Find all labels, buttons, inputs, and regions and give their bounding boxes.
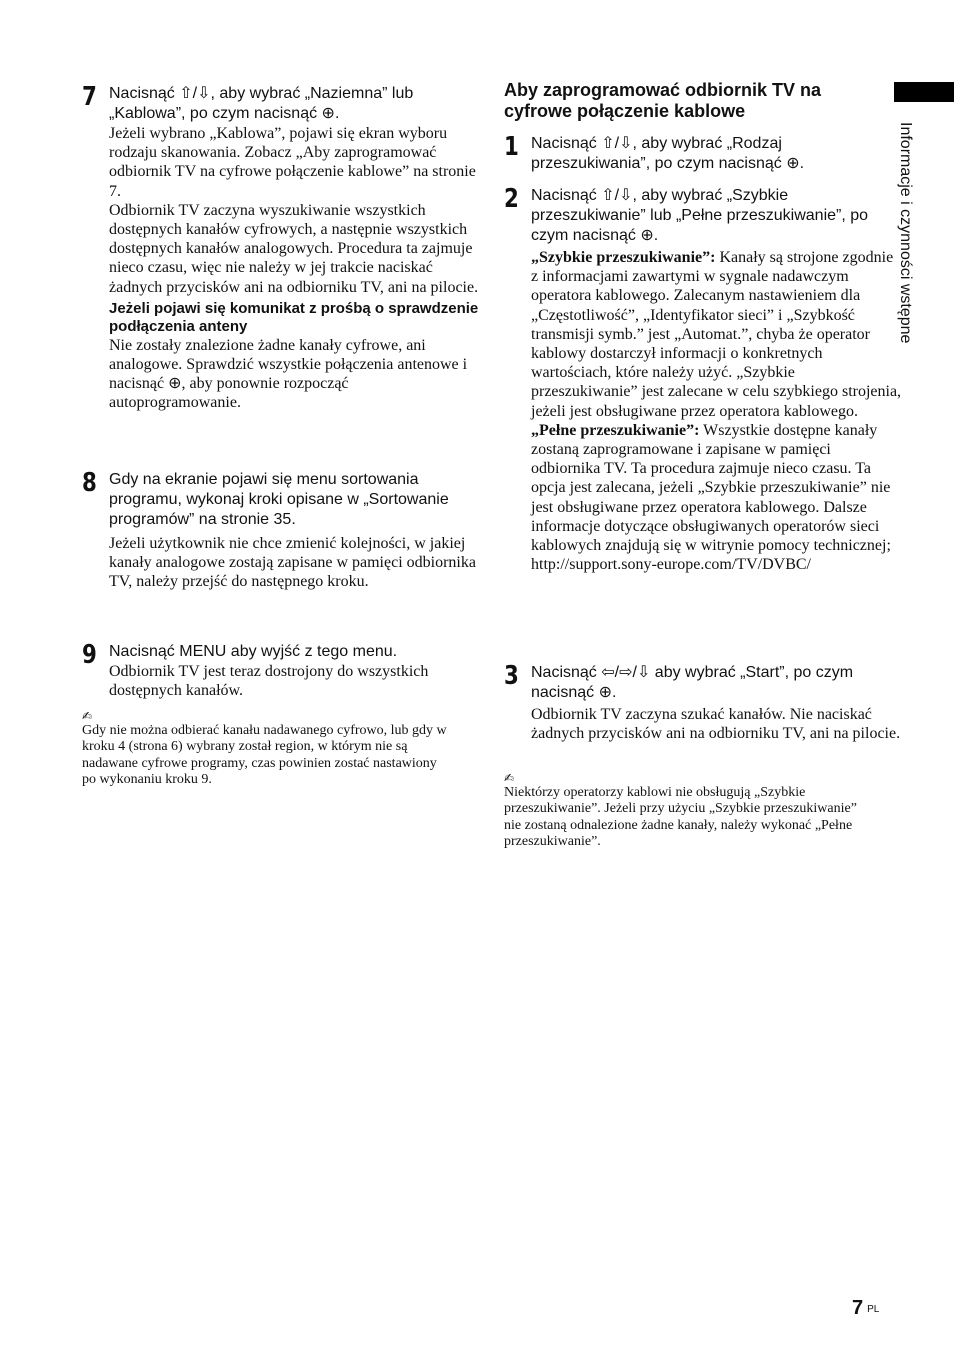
step-number: 2 — [504, 184, 519, 214]
step-number: 8 — [82, 468, 97, 498]
step-number: 9 — [82, 640, 97, 670]
step-2 — [504, 186, 903, 574]
step-instruction: Nacisnąć ⇧/⇩, aby wybrać „Naziemna” lub „Kablowa”, po czym nacisnąć ⊕. — [109, 85, 414, 122]
note-text: Niektórzy operatorzy kablowi nie obsługują „Szybkie przeszukiwanie”. Jeżeli przy użyciu „Szybkie przeszukiwanie” nie zostaną odnalezione żadne kanały, należy wykonać „Pełne przeszukiwanie”. — [504, 785, 857, 850]
step-1 — [504, 134, 903, 174]
step-instruction: Gdy na ekranie pojawi się menu sortowania programu, wykonaj kroki opisane w „Sortowanie programów” na stronie 35. — [109, 471, 449, 528]
page-language-code: PL — [867, 1304, 880, 1315]
step-7 — [82, 84, 481, 413]
option-term: „Szybkie przeszukiwanie”: — [531, 249, 716, 266]
page-number — [852, 1297, 879, 1320]
step-body: Nie zostały znalezione żadne kanały cyfrowe, ani analogowe. Sprawdzić wszystkie połączenia antenowe i nacisnąć ⊕, aby ponownie rozpocząć autoprogramowanie. — [109, 336, 468, 412]
option-description — [531, 421, 903, 575]
step-body: Jeżeli użytkownik nie chce zmienić kolejności, w jakiej kanały analogowe zostają zapisane w pamięci odbiornika TV, należy przejść do następnego kroku. — [109, 535, 476, 591]
note-block — [504, 771, 876, 851]
warning-subheading: Jeżeli pojawi się komunikat z prośbą o sprawdzenie podłączenia anteny — [109, 299, 479, 335]
step-body: Odbiornik TV zaczyna wyszukiwanie wszystkich dostępnych kanałów cyfrowych, a następnie wszystkich dostępnych kanałów analogowych. Procedura ta zajmuje nieco czasu, więc nie należy w jej trakcie naciskać żadnych przycisków ani na odbiorniku TV, ani na pilocie. — [109, 201, 479, 296]
step-instruction: Nacisnąć ⇧/⇩, aby wybrać „Szybkie przeszukiwanie” lub „Pełne przeszukiwanie”, po czym nacisnąć ⊕. — [531, 187, 869, 244]
note-pencil-icon: ✍ — [504, 771, 515, 785]
note-pencil-icon: ✍ — [82, 709, 93, 723]
step-body: Jeżeli wybrano „Kablowa”, pojawi się ekran wyboru rodzaju skanowania. Zobacz „Aby zaprogramować odbiornik TV na cyfrowe połączenie kablowe” na stronie 7. — [109, 125, 476, 200]
page-number-value: 7 — [852, 1297, 864, 1319]
step-8 — [82, 470, 481, 592]
note-block — [82, 709, 454, 789]
step-instruction: Nacisnąć ⇦/⇨/⇩ aby wybrać „Start”, po czym nacisnąć ⊕. — [531, 664, 854, 701]
step-instruction: Nacisnąć ⇧/⇩, aby wybrać „Rodzaj przeszukiwania”, po czym nacisnąć ⊕. — [531, 135, 805, 172]
step-body: Odbiornik TV jest teraz dostrojony do wszystkich dostępnych kanałów. — [109, 663, 429, 700]
step-instruction: Nacisnąć MENU aby wyjść z tego menu. — [109, 643, 398, 660]
step-3 — [504, 663, 903, 743]
section-sidebar-label — [895, 122, 917, 442]
step-number: 1 — [504, 132, 519, 162]
sidebar-label-text: Informacje i czynności wstępne — [897, 122, 914, 344]
step-number: 3 — [504, 661, 519, 691]
section-tab-marker — [894, 82, 954, 102]
option-text: Kanały są strojone zgodnie z informacjami zawartymi w sygnale nadawczym operatora kablowego. Zalecanym nastawieniem dla „Częstotliwość”, „Identyfikator sieci” i „Szybkość transmisji symb.” jest „Automat.”, chyba że operator kablowy dostarczył informacji o konkretnych wartościach, które należy użyć. „Szybkie przeszukiwanie” jest zalecane w celu szybkiego strojenia, jeżeli jest obsługiwane przez operatora kablowego. — [531, 249, 902, 420]
step-body: Odbiornik TV zaczyna szukać kanałów. Nie naciskać żadnych przycisków ani na odbiorniku TV, ani na pilocie. — [531, 706, 901, 743]
step-9 — [82, 642, 481, 700]
section-heading: Aby zaprogramować odbiornik TV na cyfrowe połączenie kablowe — [504, 80, 822, 121]
note-text: Gdy nie można odbierać kanału nadawanego cyfrowo, lub gdy w kroku 4 (strona 6) wybrany został region, w którym nie są nadawane cyfrowe programy, czas powinien zostać nastawiony po wykonaniu kroku 9. — [82, 723, 447, 788]
option-term: „Pełne przeszukiwanie”: — [531, 421, 700, 439]
option-text: Wszystkie dostępne kanały zostaną zaprogramowane i zapisane w pamięci odbiornika TV. Ta procedura zajmuje nieco czasu. Ta opcja jest zalecana, jeżeli „Szybkie przeszukiwanie” nie jest obsługiwane przez operatora kablowego. Dalsze informacje dotyczące obsługiwanych operatorów sieci kablowych znajdują się w witrynie pomocy technicznej; http://support.sony-europe.com/TV/DVBC/ — [531, 421, 891, 574]
option-description — [531, 248, 903, 421]
step-number: 7 — [82, 82, 97, 112]
